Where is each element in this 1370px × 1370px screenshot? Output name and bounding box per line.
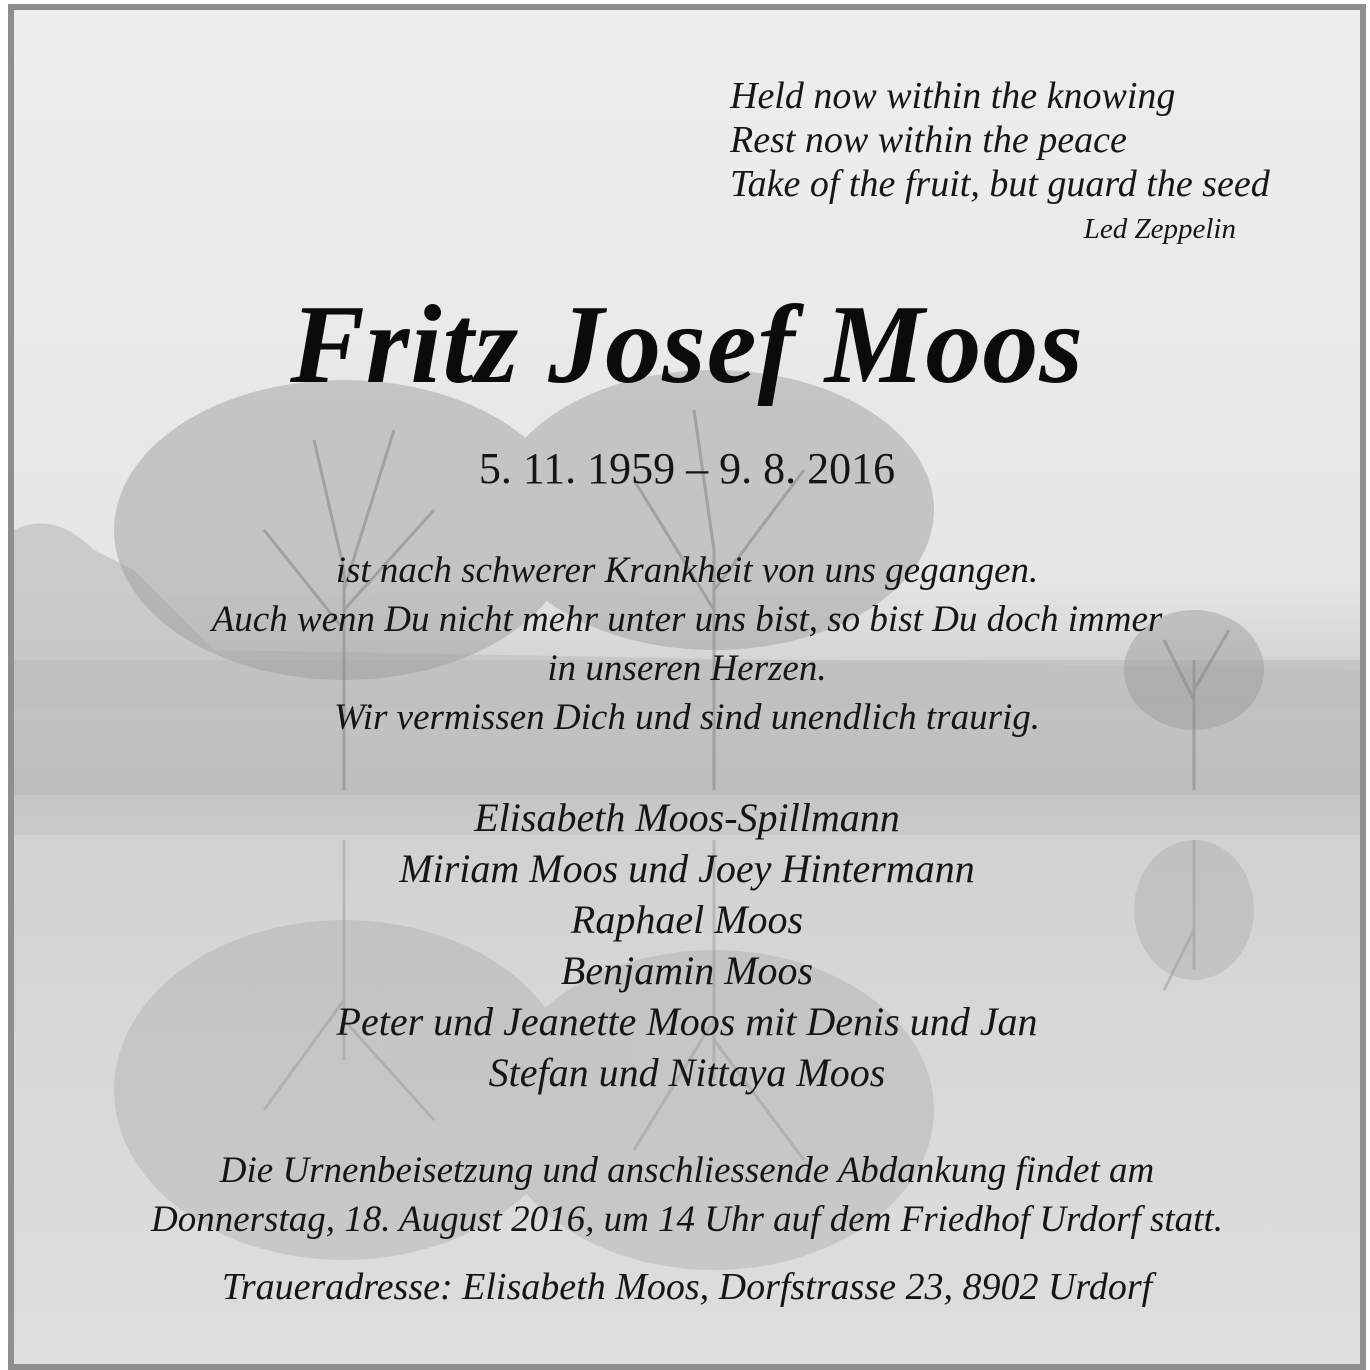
mourner-name: Elisabeth Moos-Spillmann bbox=[474, 795, 900, 840]
life-dates: 5. 11. 1959 – 9. 8. 2016 bbox=[478, 444, 896, 493]
obituary-notice bbox=[8, 4, 1366, 1370]
quote-line: Take of the fruit, but guard the seed bbox=[730, 163, 1270, 205]
quote-line: Held now within the knowing bbox=[730, 75, 1176, 117]
quote-line: Rest now within the peace bbox=[730, 119, 1127, 161]
mourner-name: Peter und Jeanette Moos mit Denis und Jan bbox=[336, 999, 1038, 1044]
memorial-message bbox=[14, 546, 1360, 742]
deceased-name: Fritz Josef Moos bbox=[290, 283, 1084, 407]
quote-source: Led Zeppelin bbox=[1083, 213, 1236, 245]
mourner-name: Stefan und Nittaya Moos bbox=[488, 1050, 886, 1095]
mourner-name: Miriam Moos und Joey Hintermann bbox=[399, 846, 975, 891]
ceremony-line: Donnerstag, 18. August 2016, um 14 Uhr auf dem Friedhof Urdorf statt. bbox=[151, 1199, 1223, 1240]
message-line: Wir vermissen Dich und sind unendlich traurig. bbox=[333, 697, 1041, 738]
notice-content bbox=[14, 10, 1360, 1364]
message-line: ist nach schwerer Krankheit von uns gegangen. bbox=[335, 550, 1039, 591]
message-line: Auch wenn Du nicht mehr unter uns bist, so bist Du doch immer bbox=[211, 599, 1163, 640]
message-line: in unseren Herzen. bbox=[547, 648, 827, 689]
ceremony-line: Die Urnenbeisetzung und anschliessende Abdankung findet am bbox=[219, 1150, 1155, 1191]
mourning-address: Traueradresse: Elisabeth Moos, Dorfstrasse 23, 8902 Urdorf bbox=[221, 1266, 1153, 1308]
mourner-name: Raphael Moos bbox=[570, 897, 804, 942]
epigraph-quote bbox=[730, 74, 1290, 206]
mourners-list bbox=[14, 792, 1360, 1098]
mourner-name: Benjamin Moos bbox=[560, 948, 814, 993]
ceremony-details bbox=[14, 1146, 1360, 1244]
